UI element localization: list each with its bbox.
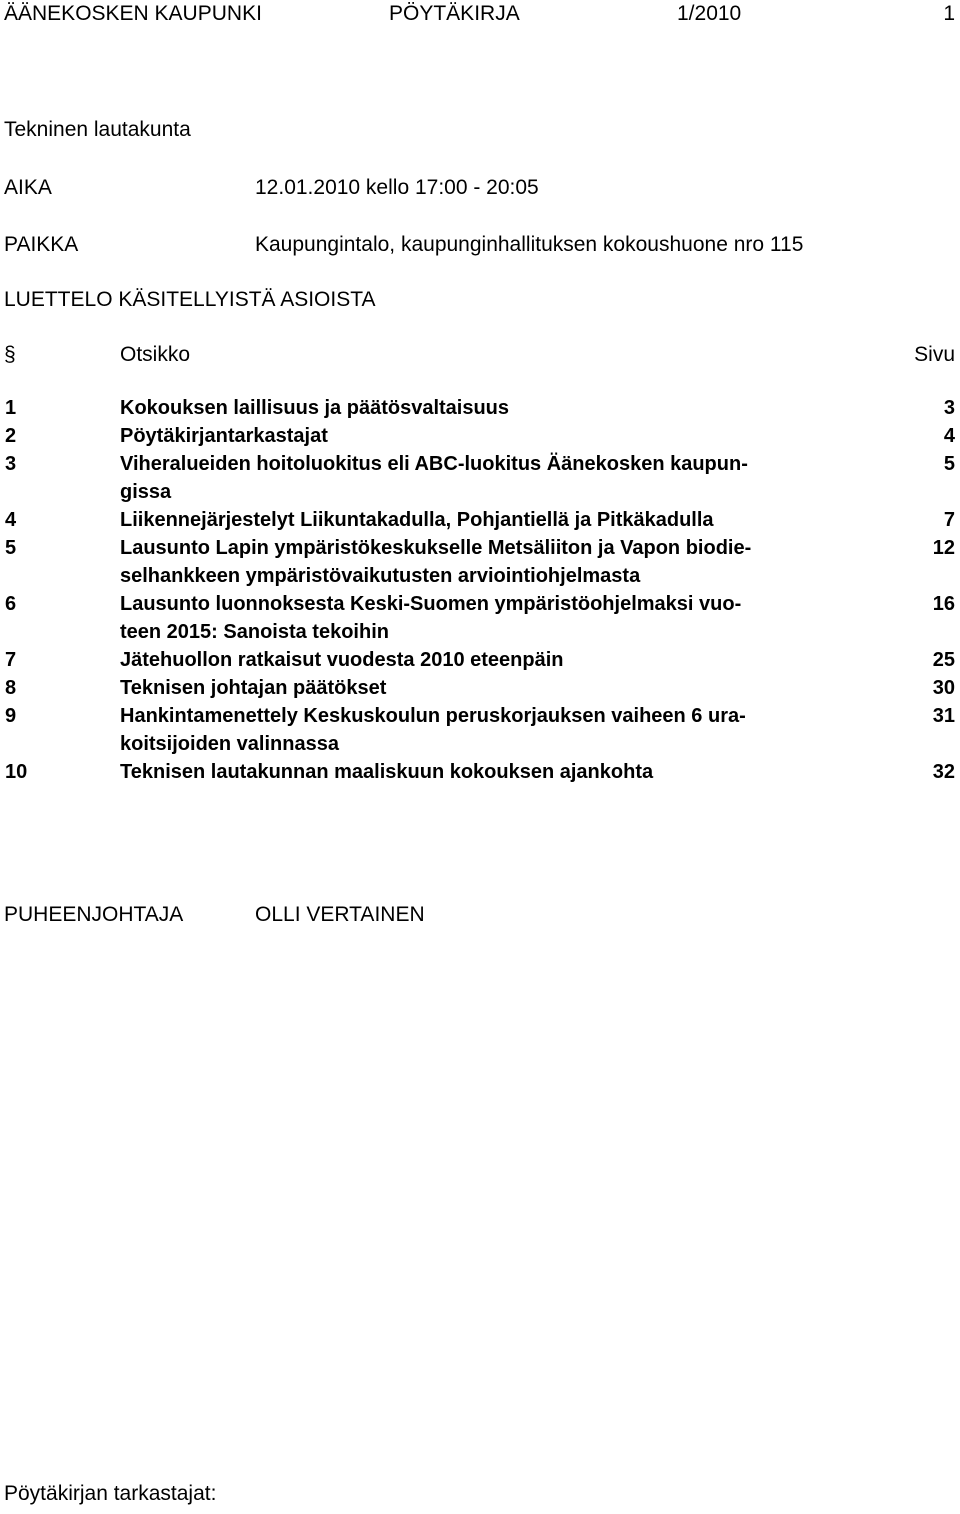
toc-item	[0, 422, 960, 450]
toc-item-title: Hankintamenettely Keskuskoulun peruskorjauksen vaiheen 6 ura- koitsijoiden valinnassa	[120, 705, 746, 755]
toc-item-title: Liikennejärjestelyt Liikuntakadulla, Pohjantiellä ja Pitkäkadulla	[120, 509, 714, 531]
toc-item	[0, 674, 960, 702]
toc-item	[0, 646, 960, 674]
toc-item	[0, 534, 960, 590]
toc-item	[0, 394, 960, 422]
toc-item-number: 3	[5, 453, 17, 475]
toc-item-number: 6	[5, 593, 17, 615]
toc-item-number: 2	[5, 425, 17, 447]
toc-item-number: 5	[5, 537, 17, 559]
toc-item-title: Viheralueiden hoitoluokitus eli ABC-luokitus Äänekosken kaupun- gissa	[120, 453, 748, 503]
toc-item-title: Lausunto luonnoksesta Keski-Suomen ympäristöohjelmaksi vuo- teen 2015: Sanoista tekoihin	[120, 593, 742, 643]
toc-item-number: 10	[5, 761, 28, 783]
toc-item-page: 32	[932, 761, 955, 783]
inspectors-label: Pöytäkirjan tarkastajat:	[4, 1482, 217, 1505]
toc-item-title: Teknisen johtajan päätökset	[120, 677, 387, 699]
toc-item	[0, 758, 960, 786]
toc-item-page: 31	[932, 705, 955, 727]
toc-item-number: 8	[5, 677, 17, 699]
place-label: PAIKKA	[4, 233, 79, 256]
time-value: 12.01.2010 kello 17:00 - 20:05	[255, 176, 539, 199]
toc-item-number: 1	[5, 397, 17, 419]
column-header-title: Otsikko	[120, 343, 191, 366]
section-symbol-icon: §	[4, 343, 16, 366]
toc-item	[0, 590, 960, 646]
toc-item-number: 4	[5, 509, 17, 531]
table-of-contents	[0, 394, 960, 786]
toc-item-page: 5	[943, 453, 955, 475]
list-title: LUETTELO KÄSITELLYISTÄ ASIOISTA	[4, 288, 376, 311]
place-value: Kaupungintalo, kaupunginhallituksen kokoushuone nro 115	[255, 233, 804, 256]
toc-item-number: 9	[5, 705, 17, 727]
document-type: PÖYTÄKIRJA	[389, 2, 520, 25]
toc-item-number: 7	[5, 649, 17, 671]
toc-item-title: Kokouksen laillisuus ja päätösvaltaisuus	[120, 397, 510, 419]
chair-label: PUHEENJOHTAJA	[4, 903, 184, 926]
toc-item-page: 4	[943, 425, 955, 447]
toc-item-title: Lausunto Lapin ympäristökeskukselle Metsäliiton ja Vapon biodie- selhankkeen ympäristövaikutusten arviointiohjelmasta	[120, 537, 752, 587]
toc-item-title: Jätehuollon ratkaisut vuodesta 2010 eteenpäin	[120, 649, 564, 671]
toc-item-title: Teknisen lautakunnan maaliskuun kokouksen ajankohta	[120, 761, 654, 783]
toc-item	[0, 450, 960, 506]
toc-item-page: 12	[932, 537, 955, 559]
toc-item	[0, 506, 960, 534]
toc-item-title: Pöytäkirjantarkastajat	[120, 425, 328, 447]
toc-item-page: 16	[932, 593, 955, 615]
toc-item	[0, 702, 960, 758]
time-label: AIKA	[4, 176, 52, 199]
toc-item-page: 3	[943, 397, 955, 419]
column-header-page: Sivu	[914, 343, 955, 366]
committee-name: Tekninen lautakunta	[4, 118, 191, 141]
toc-item-page: 30	[932, 677, 955, 699]
toc-item-page: 7	[943, 509, 955, 531]
organization-name: ÄÄNEKOSKEN KAUPUNKI	[4, 2, 262, 25]
document-number: 1/2010	[677, 2, 742, 25]
toc-item-page: 25	[932, 649, 955, 671]
page-number: 1	[943, 2, 955, 25]
chair-name: OLLI VERTAINEN	[255, 903, 425, 926]
